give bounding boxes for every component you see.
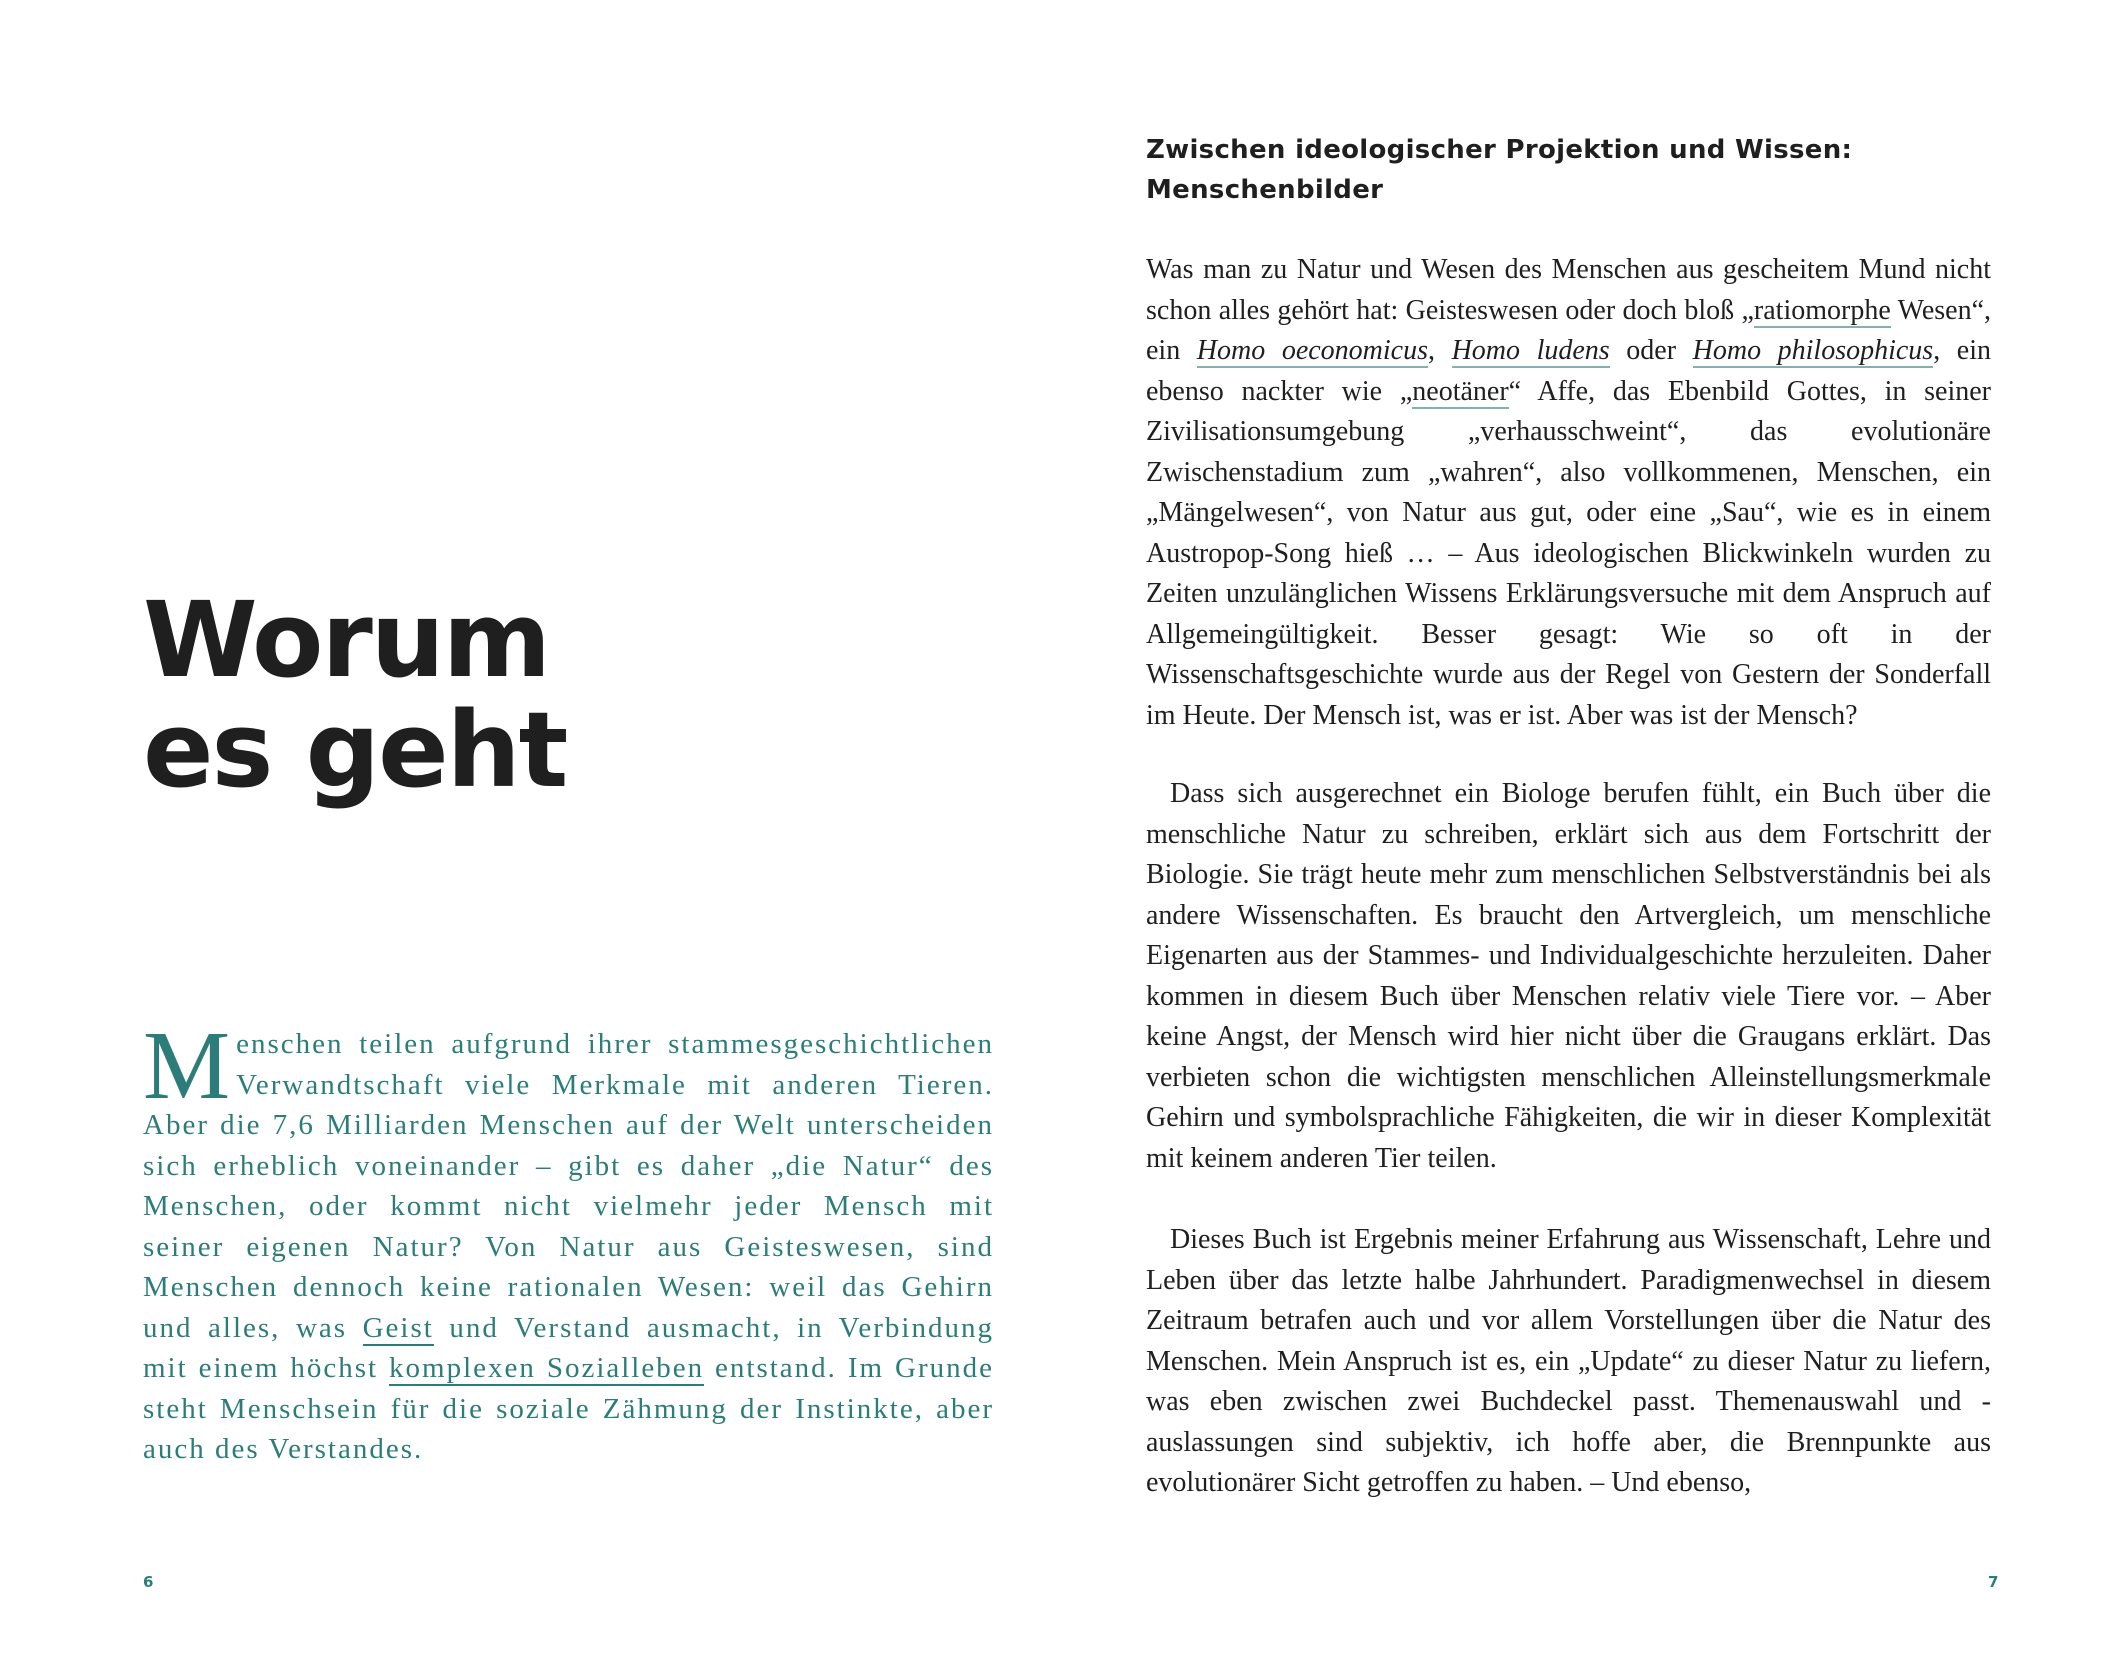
chapter-title-line-2: es geht [143,689,567,811]
glossary-link-homo-oeconomicus[interactable]: Homo oeconomicus [1196,335,1428,366]
glossary-link-homo-philosophicus[interactable]: Homo philosophicus [1692,335,1934,366]
page-number-left: 6 [143,1573,154,1591]
p1-text-d: oder [1609,335,1693,366]
glossary-link-homo-ludens[interactable]: Homo ludens [1451,335,1610,366]
p1-text-a: Was man zu Natur und Wesen des Menschen aus gescheitem Mund nicht schon alles gehört hat: Geisteswesen oder doch bloß „ [1146,254,1991,326]
p1-text-e: , ein ebenso nackter wie „ [1146,335,1991,407]
chapter-title [143,579,567,811]
drop-cap: M [143,1012,231,1120]
p1-text-f: “ Affe, das Ebenbild Gottes, in seiner Zivilisationsumgebung „verhausschweint“, das evolutionäre Zwischenstadium zum „wahren“, also vollkommenen, Menschen, ein „Mängelwesen“, von Natur aus gut, oder eine „Sau“, wie es in einem Austropop-Song hieß … – Aus ideologischen Blickwinkeln wurden zu Zeiten unzulänglichen Wissens Erklärungsversuche mit dem Anspruch auf Allgemeingültigkeit. Besser gesagt: Wie so oft in der Wissenschaftsgeschichte wurde aus der Regel von Gestern der Sonderfall im Heute. Der Mensch ist, was er ist. Aber was ist der Mensch? [1146,375,1992,731]
intro-text-2: und Verstand ausmacht, in Verbindung mit einem höchst [143,1311,994,1384]
section-heading-line-1: Zwischen ideologischer Projektion und Wissen: [1146,135,1853,165]
intro-paragraph [143,1012,994,1470]
body-paragraph-2: Dass sich ausgerechnet ein Biologe berufen fühlt, ein Buch über die menschliche Natur zu schreiben, erklärt sich aus dem Fortschritt der Biologie. Sie trägt heute mehr zum menschlichen Selbstverständnis bei als andere Wissenschaften. Es braucht den Artvergleich, um menschliche Eigenarten aus der Stammes- und Individualgeschichte herzuleiten. Daher kommen in diesem Buch über Menschen relativ viele Tiere vor. – Aber keine Angst, der Mensch wird hier nicht über die Graugans erklärt. Das verbieten schon die wichtigsten menschlichen Alleinstellungsmerkmale Gehirn und symbolsprachliche Fähigkeiten, die wir in dieser Komplexität mit keinem anderen Tier teilen. [1146,778,1991,1174]
glossary-link-geist[interactable]: Geist [362,1311,434,1344]
glossary-link-neotaener[interactable]: neotäner [1412,375,1509,407]
intro-text-3: entstand. Im Grunde steht Menschsein für die soziale Zähmung der Instinkte, aber auch des Verstandes. [143,1352,994,1465]
intro-text-1: enschen teilen aufgrund ihrer stammesgeschichtlichen Verwandtschaft viele Merkmale mit anderen Tieren. Aber die 7,6 Milliarden Menschen auf der Welt unterscheiden sich erheblich voneinander – gibt es daher „die Natur“ des Menschen, oder kommt nicht vielmehr jeder Mensch mit seiner eigenen Natur? Von Natur aus Geisteswesen, sind Menschen dennoch keine rationalen Wesen: weil das Gehirn und alles, was [143,1028,994,1344]
p1-text-b: Wesen“, ein [1146,294,1991,366]
p1-text-c: , [1428,335,1452,366]
glossary-link-sozialleben[interactable]: komplexen Sozialleben [389,1352,705,1384]
body-paragraph-3: Dieses Buch ist Ergebnis meiner Erfahrung aus Wissenschaft, Lehre und Leben über das letzte halbe Jahrhundert. Paradigmenwechsel in diesem Zeitraum betrafen auch und vor allem Vorstellungen über die Natur des Menschen. Mein Anspruch ist es, ein „Update“ zu dieser Natur zu liefern, was eben zwischen zwei Buchdeckel passt. Themenauswahl und -auslassungen sind subjektiv, ich hoffe aber, die Brennpunkte aus evolutionärer Sicht getroffen zu haben. – Und ebenso, [1146,1224,1991,1498]
section-heading-line-2: Menschenbilder [1146,175,1384,205]
page-number-right: 7 [1988,1573,1999,1591]
section-heading [1146,130,2006,210]
chapter-title-line-1: Worum [143,579,550,701]
body-paragraph-1 [1146,250,1991,736]
glossary-link-ratiomorphe[interactable]: ratiomorphe [1753,294,1891,326]
